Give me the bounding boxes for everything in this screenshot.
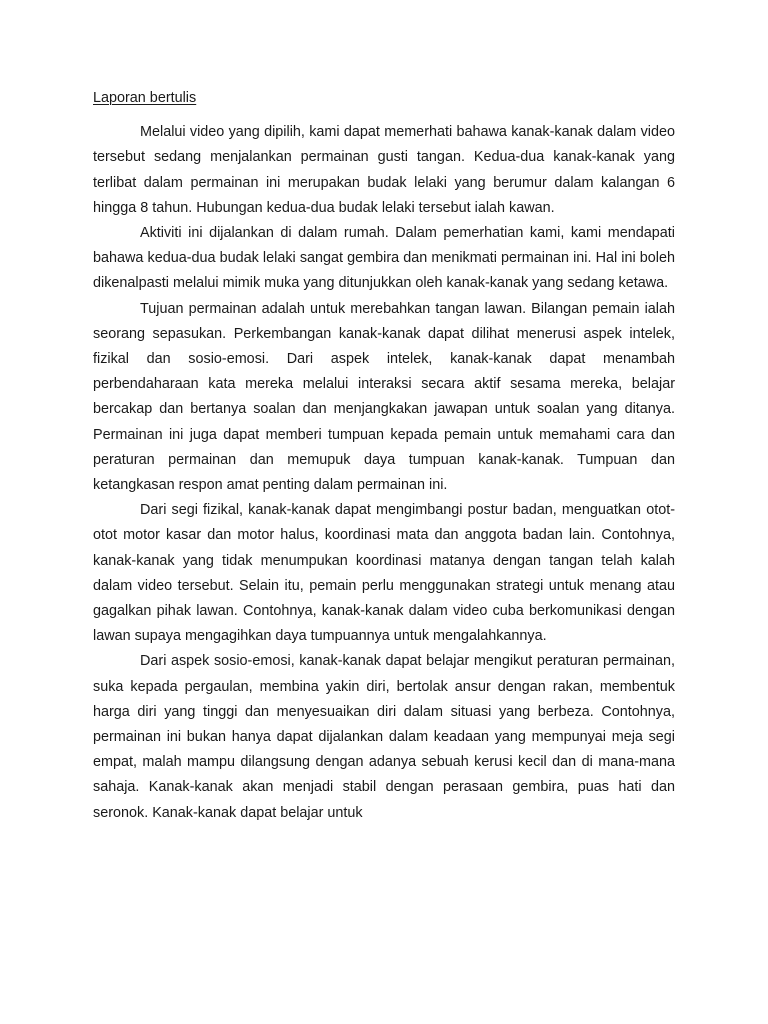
document-body — [93, 86, 675, 826]
paragraph-5: Dari aspek sosio-emosi, kanak-kanak dapat belajar mengikut peraturan permainan, suka kepada pergaulan, membina yakin diri, bertolak ansur dengan rakan, membentuk harga diri yang tinggi dan menyesuaikan diri dalam situasi yang berbeza. Contohnya, permainan ini bukan hanya dapat dijalankan dalam keadaan yang mempunyai meja segi empat, malah mampu dilangsung dengan adanya sebuah kerusi kecil dan di mana-mana sahaja. Kanak-kanak akan menjadi stabil dengan perasaan gembira, puas hati dan seronok. Kanak-kanak dapat belajar untuk — [93, 653, 675, 821]
paragraph-3: Tujuan permainan adalah untuk merebahkan tangan lawan. Bilangan pemain ialah seorang sepasukan. Perkembangan kanak-kanak dapat dilihat menerusi aspek intelek, fizikal dan sosio-emosi. Dari aspek intelek, kanak-kanak dapat menambah perbendaharaan kata mereka melalui interaksi secara aktif sesama mereka, belajar bercakap dan bertanya soalan dan menjangkakan jawapan untuk soalan yang ditanya. Permainan ini juga dapat memberi tumpuan kepada pemain untuk memahami cara dan peraturan permainan dan memupuk daya tumpuan kanak-kanak. Tumpuan dan ketangkasan respon amat penting dalam permainan ini. — [93, 300, 675, 494]
paragraph-1: Melalui video yang dipilih, kami dapat memerhati bahawa kanak-kanak dalam video tersebut sedang menjalankan permainan gusti tangan. Kedua-dua kanak-kanak yang terlibat dalam permainan ini merupakan budak lelaki yang berumur dalam kalangan 6 hingga 8 tahun. Hubungan kedua-dua budak lelaki tersebut ialah kawan. — [93, 124, 675, 216]
paragraph-4: Dari segi fizikal, kanak-kanak dapat mengimbangi postur badan, menguatkan otot-otot motor kasar dan motor halus, koordinasi mata dan anggota badan lain. Contohnya, kanak-kanak yang tidak menumpukan koordinasi matanya dengan tangan telah kalah dalam video tersebut. Selain itu, pemain perlu menggunakan strategi untuk menang atau gagalkan pihak lawan. Contohnya, kanak-kanak dalam video cuba berkomunikasi dengan lawan supaya mengagihkan daya tumpuannya untuk mengalahkannya. — [93, 502, 675, 645]
document-title: Laporan bertulis — [93, 90, 197, 106]
paragraph-2: Aktiviti ini dijalankan di dalam rumah. Dalam pemerhatian kami, kami mendapati bahawa kedua-dua budak lelaki sangat gembira dan menikmati permainan ini. Hal ini boleh dikenalpasti melalui mimik muka yang ditunjukkan oleh kanak-kanak yang sedang ketawa. — [93, 225, 675, 292]
